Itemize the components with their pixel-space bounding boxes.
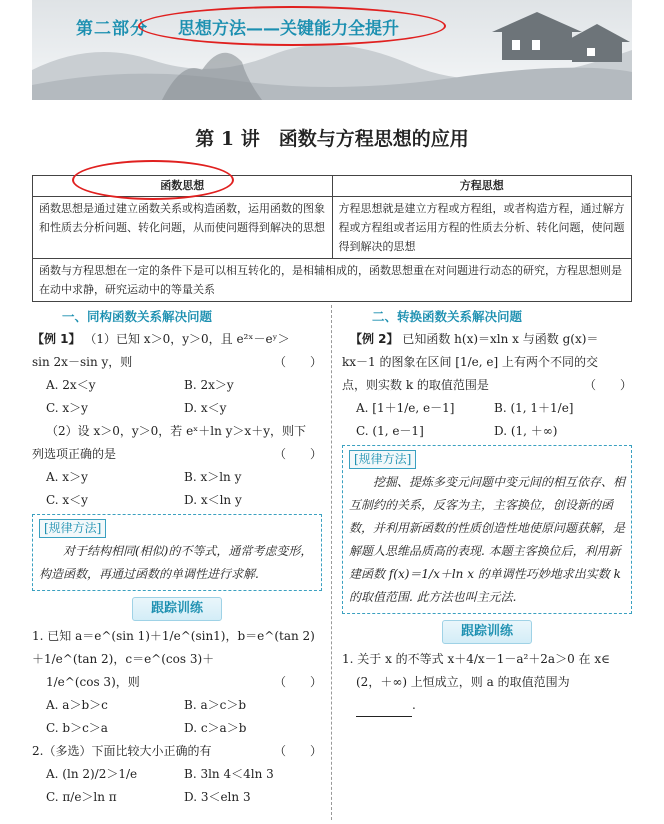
annotation-oval — [138, 6, 446, 46]
option: D. (1, ＋∞) — [494, 424, 558, 438]
function-thought-text: 函数思想是通过建立函数关系或构造函数，运用函数的图象和性质去分析问题、转化问题，从而使问题得到解决的思想 — [33, 197, 333, 259]
example-label: 【例 1】 — [32, 332, 81, 346]
practice-2: 2.（多选）下面比较大小正确的有 — [32, 744, 212, 758]
answer-blank[interactable] — [356, 702, 412, 717]
option: B. a＞c＞b — [184, 698, 247, 712]
example-label: 【例 2】 — [350, 332, 399, 346]
function-thought-header: 函数思想 — [33, 176, 333, 197]
answer-paren: （ ） — [583, 378, 632, 392]
answer-paren: （ ） — [273, 744, 322, 758]
method-text: 对于结构相同(相似)的不等式，通常考虑变形，构造函数，再通过函数的单调性进行求解. — [39, 544, 313, 581]
option: B. x＞ln y — [184, 470, 242, 484]
right-heading: 二、转换函数关系解决问题 — [372, 309, 523, 324]
option: B. 3ln 4＜4ln 3 — [184, 767, 274, 781]
example-text: 已知函数 h(x)＝xln x 与函数 g(x)＝ — [402, 332, 599, 346]
method-tag: [规律方法] — [349, 450, 416, 469]
method-tag: [规律方法] — [39, 519, 106, 538]
equation-thought-text: 方程思想就是建立方程或方程组，或者构造方程，通过解方程或方程组或者运用方程的性质去分析、转化问题，使问题得到解决的思想 — [332, 197, 632, 259]
right-column — [342, 305, 632, 717]
option: C. b＞c＞a — [46, 721, 108, 735]
option: B. (1, 1＋1/e] — [494, 401, 574, 415]
equation-thought-header: 方程思想 — [332, 176, 632, 197]
method-box — [342, 445, 632, 614]
example-text: kx－1 的图象在区间 [1/e, e] 上有两个不同的交 — [342, 355, 598, 369]
left-column — [32, 305, 322, 809]
option: C. π/e＞ln π — [46, 790, 117, 804]
option: D. x＜ln y — [184, 493, 242, 507]
practice-text: (2，＋∞) 上恒成立，则 a 的取值范围为 — [356, 675, 570, 689]
option: C. x＜y — [46, 493, 88, 507]
option: A. a＞b＞c — [46, 698, 108, 712]
answer-paren: （ ） — [273, 447, 322, 461]
option: B. 2x＞y — [184, 378, 234, 392]
practice-badge: 跟踪训练 — [442, 620, 532, 644]
option: A. (ln 2)/2＞1/e — [46, 767, 138, 781]
example-text: （1）已知 x＞0，y＞0，且 e²ˣ－eʸ＞ — [84, 332, 290, 346]
practice-text: 1/e^(cos 3)，则 — [46, 675, 140, 689]
method-text: 挖掘、提炼多变元问题中变元间的相互依存、相互制约的关系，反客为主，主客换位，创设新的函数，并利用新函数的性质创造性地使原问题获解，是解题人思维品质高的表现. 本题主客换位后，利用新建函数 f(x)＝1/x＋ln x 的单调性巧妙地求出实数 k 的取值范围. 此方法也叫主元法. — [349, 475, 626, 604]
option: D. c＞a＞b — [184, 721, 247, 735]
section-label: 第二部分 — [76, 19, 148, 39]
relation-text: 函数与方程思想在一定的条件下是可以相互转化的，是相辅相成的，函数思想重在对问题进行动态的研究，方程思想则是在动中求静，研究运动中的等量关系 — [33, 259, 632, 302]
answer-paren: （ ） — [273, 675, 322, 689]
option: C. (1, e－1] — [356, 424, 424, 438]
method-box — [32, 514, 322, 591]
option: D. x＜y — [184, 401, 227, 415]
option: C. x＞y — [46, 401, 88, 415]
option: A. 2x＜y — [46, 378, 96, 392]
practice-1: 1. 关于 x 的不等式 x＋4/x－1－a²＋2a＞0 在 x∈ — [342, 652, 610, 666]
option: A. [1＋1/e, e－1] — [356, 401, 455, 415]
column-divider — [331, 305, 332, 820]
answer-paren: （ ） — [273, 355, 322, 369]
section-title: 思想方法——关键能力全提升 — [178, 19, 399, 39]
example-text: 点，则实数 k 的取值范围是 — [342, 378, 489, 392]
lecture-title: 第 1 讲 函数与方程思想的应用 — [195, 128, 469, 150]
left-heading: 一、同构函数关系解决问题 — [62, 309, 213, 324]
example-text: （2）设 x＞0，y＞0，若 eˣ＋ln y＞x＋y，则下 — [46, 424, 306, 438]
practice-end: . — [412, 698, 416, 712]
example-text: 列选项正确的是 — [32, 447, 117, 461]
example-text: sin 2x－sin y，则 — [32, 355, 133, 369]
option: A. x＞y — [46, 470, 88, 484]
practice-badge: 跟踪训练 — [132, 597, 222, 621]
practice-1: 1. 已知 a＝e^(sin 1)＋1/e^(sin1)，b＝e^(tan 2)＋1/e^(tan 2)，c＝e^(cos 3)＋ — [32, 629, 315, 666]
option: D. 3＜eln 3 — [184, 790, 251, 804]
example-1 — [32, 328, 322, 351]
annotation-oval-2 — [72, 160, 234, 200]
